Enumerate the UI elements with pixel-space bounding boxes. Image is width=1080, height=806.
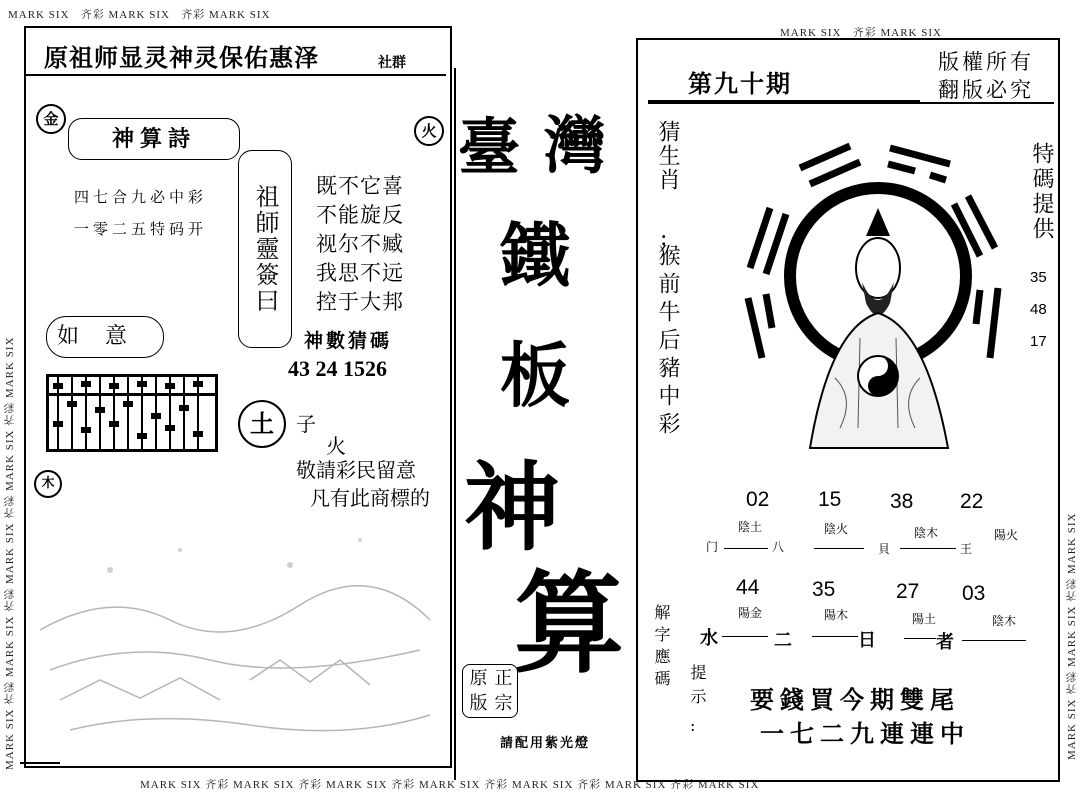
row1-char-3: 王 <box>960 542 973 556</box>
poem-title: 神算詩 <box>68 118 240 160</box>
bottom-mark <box>20 762 60 764</box>
special-number-1: 35 <box>1030 269 1047 286</box>
verse-4: 我思不远 <box>316 261 404 285</box>
row1-attr-1: 陰土 <box>738 520 763 534</box>
stamp-c2: 正 <box>494 668 513 689</box>
notice-line-2: 凡有此商標的 <box>310 486 430 510</box>
title-char-4: 板 <box>500 334 570 417</box>
poem-line-1: 四七合九必中彩 <box>74 188 208 206</box>
tip-line-2: 一七二九連連中 <box>760 719 970 748</box>
row2-attr-1: 陽金 <box>738 606 763 620</box>
notice-line-1: 敬請彩民留意 <box>296 458 416 482</box>
verse-1: 既不它喜 <box>316 174 404 198</box>
guess-zodiac-hint: 猴前牛后豬中彩 <box>655 244 680 440</box>
row1-lead: 门 <box>706 540 719 554</box>
row2-char-1: 二 <box>774 630 792 651</box>
copyright <box>938 48 1034 104</box>
row2-attr-2: 陽木 <box>824 608 849 622</box>
tip-line-1: 要錢買今期雙尾 <box>750 685 960 714</box>
row2-rule-3 <box>904 638 936 639</box>
title-char-1: 臺 <box>458 111 521 184</box>
row1-num-2: 15 <box>818 488 842 511</box>
ti-colon: : <box>690 716 696 735</box>
header-rule <box>648 102 1054 104</box>
title-char-2: 灣 <box>544 109 607 182</box>
row2-char-2: 日 <box>858 630 876 651</box>
stamp-c3: 版 <box>469 693 488 714</box>
verse-3: 视尔不臧 <box>316 232 404 256</box>
watermark-top-left: MARK SIX 齐彩 MARK SIX 齐彩 MARK SIX <box>8 9 271 21</box>
row1-rule-3 <box>900 548 956 549</box>
zi-char: 子 <box>296 412 316 436</box>
corner-wood: 木 <box>34 470 62 498</box>
shenshu-label: 神數猜碼 <box>304 330 393 352</box>
row1-char-2: 貝 <box>878 542 891 556</box>
watermark-top-right: MARK SIX 齐彩 MARK SIX <box>780 27 942 39</box>
notice <box>296 456 430 512</box>
zushi-label: 祖師靈簽曰 <box>238 150 292 348</box>
guess-zodiac-label: 猜生肖 <box>655 120 680 192</box>
landscape-sketch <box>30 510 440 750</box>
abacus-icon <box>46 374 218 452</box>
stamp-c1: 原 <box>469 668 488 689</box>
special-number-3: 17 <box>1030 333 1047 350</box>
banner-tail: 社群 <box>378 55 406 71</box>
row2-attr-3: 陽土 <box>912 612 937 626</box>
bagua-deity-figure <box>740 128 1016 458</box>
stamp-c4: 宗 <box>494 693 513 714</box>
ruyi-badge: 如意 <box>46 316 164 358</box>
row2-num-1: 44 <box>736 576 760 599</box>
special-number-2: 48 <box>1030 301 1047 318</box>
row2-num-4: 03 <box>962 582 986 605</box>
row2-rule-4 <box>962 640 1026 641</box>
corner-fire: 火 <box>414 116 444 146</box>
copyright-line-1: 版權所有 <box>938 50 1034 74</box>
row1-attr-2: 陰火 <box>824 522 849 536</box>
watermark-bottom: MARK SIX 齐彩 MARK SIX 齐彩 MARK SIX 齐彩 MARK SIX 齐彩 MARK SIX 齐彩 MARK SIX 齐彩 MARK SIX <box>140 779 760 791</box>
watermark-right-edge: MARK SIX 齐彩 MARK SIX 齐彩 MARK SIX <box>1066 512 1078 760</box>
special-label: 特碼提供 <box>1029 142 1054 242</box>
poem-line-2: 一零二五特码开 <box>74 220 208 238</box>
verses <box>316 172 404 317</box>
row2-num-2: 35 <box>812 578 836 601</box>
row2-char-3: 者 <box>936 632 954 653</box>
title-char-3: 鐵 <box>500 214 570 297</box>
uv-footer: 請配用紫光燈 <box>500 736 591 751</box>
row1-rule-2 <box>814 548 864 549</box>
row1-num-3: 38 <box>890 490 914 513</box>
corner-metal: 金 <box>36 104 66 134</box>
jie-label: 解字應碼 <box>652 604 671 692</box>
shenshu-numbers: 43 24 1526 <box>288 356 387 381</box>
row1-num-4: 22 <box>960 490 984 513</box>
ti-label: 提示 <box>688 664 707 712</box>
row2-rule-1 <box>722 636 768 637</box>
copyright-line-2: 翻版必究 <box>938 78 1034 102</box>
verse-2: 不能旋反 <box>316 203 404 227</box>
row1-attr-4: 陽火 <box>994 528 1019 542</box>
banner-title: 原祖师显灵神灵保佑惠泽 <box>44 43 319 72</box>
row1-attr-3: 陰木 <box>914 526 939 540</box>
row2-rule-2 <box>812 636 858 637</box>
earth-mark: 土 <box>238 400 286 448</box>
huo-char: 火 <box>326 434 346 458</box>
row2-lead: 水 <box>700 628 718 649</box>
special-numbers <box>1030 262 1047 358</box>
guess-colon: : <box>660 226 668 251</box>
title-char-5: 神 <box>464 451 560 564</box>
title-char-6: 算 <box>514 559 624 688</box>
issue-number: 第九十期 <box>688 69 792 98</box>
row2-num-3: 27 <box>896 580 920 603</box>
row2-attr-4: 陰木 <box>992 614 1017 628</box>
row1-rule-1 <box>724 548 768 549</box>
verse-5: 控于大邦 <box>316 290 404 314</box>
row1-char-1: 八 <box>772 540 785 554</box>
stamp-text <box>466 666 516 716</box>
row1-num-1: 02 <box>746 488 770 511</box>
watermark-left-edge: MARK SIX 齐彩 MARK SIX 齐彩 MARK SIX 齐彩 MARK SIX 齐彩 MARK SIX <box>4 336 16 770</box>
